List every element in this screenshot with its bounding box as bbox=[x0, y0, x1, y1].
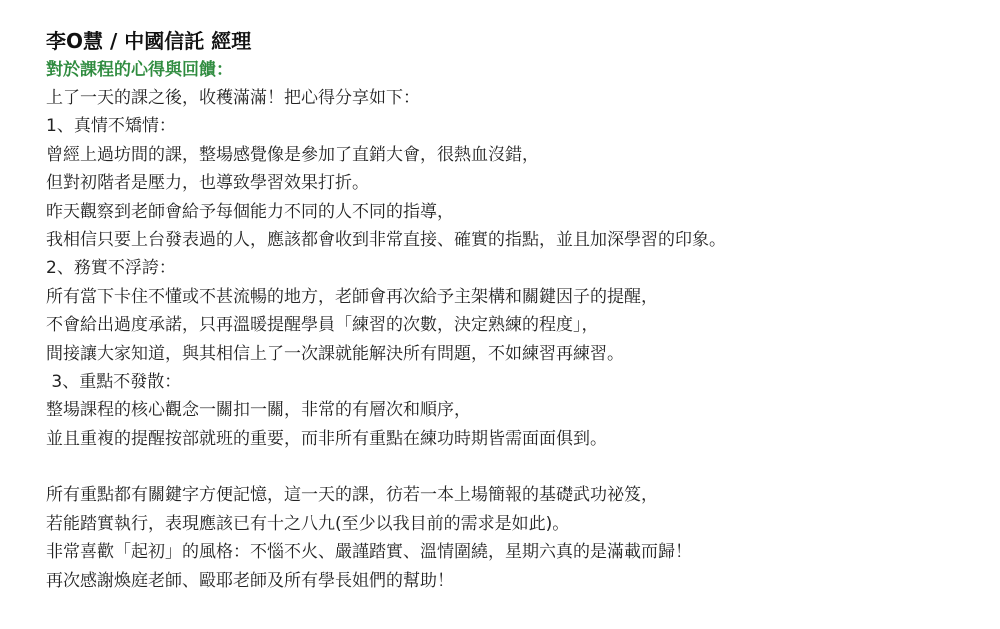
body-line: 整場課程的核心觀念一關扣一關，非常的有層次和順序， bbox=[46, 400, 471, 421]
body-line: 再次感謝煥庭老師、毆耶老師及所有學長姐們的幫助！ bbox=[46, 570, 454, 591]
body-line: 若能踏實執行，表現應該已有十之八九(至少以我目前的需求是如此)。 bbox=[46, 513, 570, 534]
body-line: 上了一天的課之後，收穫滿滿！把心得分享如下： bbox=[46, 88, 420, 108]
body-line: 但對初階者是壓力，也導致學習效果打折。 bbox=[46, 173, 369, 194]
body-line: 我相信只要上台發表過的人，應該都會收到非常直接、確實的指點，並且加深學習的印象。 bbox=[46, 229, 726, 250]
body-line: 所有當下卡住不懂或不甚流暢的地方，老師會再次給予主架構和關鍵因子的提醒， bbox=[46, 286, 658, 307]
testimonial-document bbox=[46, 28, 986, 595]
body-line: 並且重複的提醒按部就班的重要，而非所有重點在練功時期皆需面面俱到。 bbox=[46, 428, 607, 449]
body-line: 曾經上過坊間的課，整場感覺像是參加了直銷大會，很熱血沒錯， bbox=[46, 144, 539, 165]
feedback-subtitle: 對於課程的心得與回饋： bbox=[46, 60, 233, 80]
feedback-body bbox=[46, 84, 986, 595]
blank-line bbox=[46, 453, 986, 481]
body-line: 所有重點都有關鍵字方便記憶，這一天的課，彷若一本上場簡報的基礎武功祕笈， bbox=[46, 485, 658, 506]
body-line: 非常喜歡「起初」的風格：不惱不火、嚴謹踏實、溫情圍繞，星期六真的是滿載而歸！ bbox=[46, 542, 692, 563]
author-heading: 李O慧 / 中國信託 經理 bbox=[46, 29, 252, 53]
section-heading-1: 1、真情不矯情： bbox=[46, 116, 176, 137]
section-heading-2: 2、務實不浮誇： bbox=[46, 258, 176, 279]
body-line: 昨天觀察到老師會給予每個能力不同的人不同的指導， bbox=[46, 201, 454, 222]
body-line: 不會給出過度承諾，只再溫暖提醒學員「練習的次數，決定熟練的程度」， bbox=[46, 315, 599, 336]
body-line: 間接讓大家知道，與其相信上了一次課就能解決所有問題，不如練習再練習。 bbox=[46, 343, 624, 364]
section-heading-3: 3、重點不發散： bbox=[46, 371, 182, 392]
